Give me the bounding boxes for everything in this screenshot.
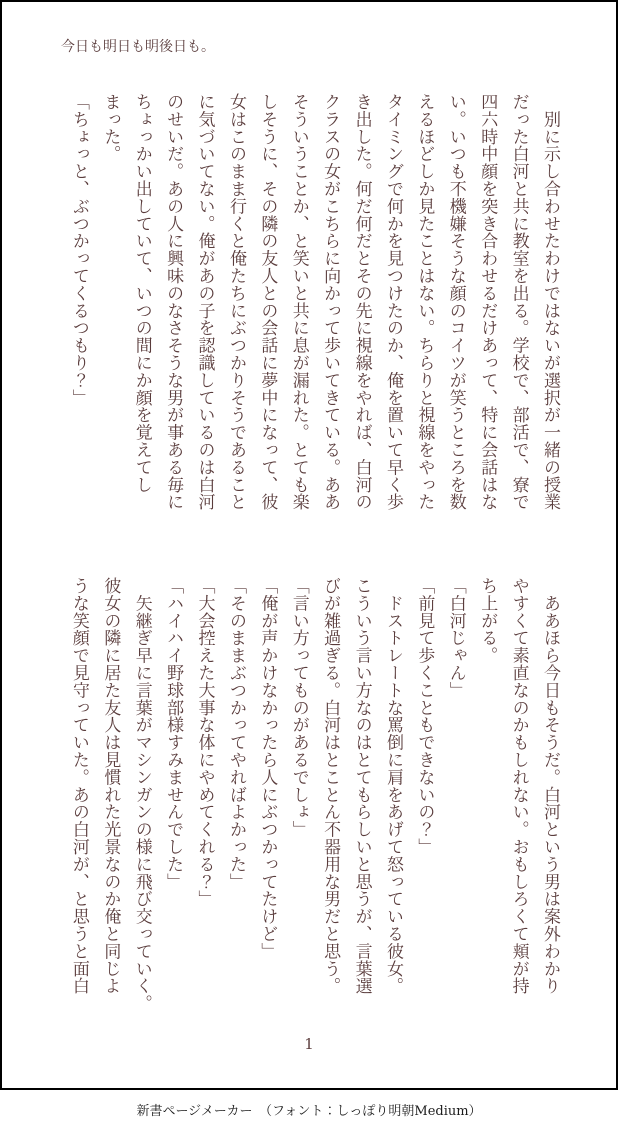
footer-caption: 新書ページメーカー （フォント：しっぽり明朝Medium） [136,1104,482,1119]
text-block-lower [63,577,566,1012]
text-line: 「そのままぶつかってやればよかった」 [225,577,246,891]
text-line: やすくて素直なのかもしれない。おもしろくて頬が持 [508,577,529,995]
page-number: 1 [304,1035,314,1053]
text-line: 「ちょっと、ぶつかってくるつもり？」 [68,93,89,407]
text-line: こういう言い方なのはとてもらしいと思うが、言葉選 [351,577,372,995]
text-line: しそうに、その隣の友人との会話に夢中になって、彼 [257,93,278,511]
text-line: 「ハイハイ野球部様すみませんでした」 [163,577,184,891]
page-title: 今日も明日も明後日も。 [61,39,215,55]
text-line: ち上がる。 [477,577,498,664]
text-line: 「大会控えた大事な体にやめてくれる？」 [194,577,215,908]
text-line: 「言い方ってものがあるでしょ」 [288,577,309,838]
text-line: ちょっかい出していて、いつの間にか顔を覚えてし [131,93,152,494]
text-line: 矢継ぎ早に言葉がマシンガンの様に飛び交っていく。 [131,577,152,1012]
text-line: い。いつも不機嫌そうな顔のコイツが笑うところを数 [445,93,466,511]
text-line: 「俺が声かけなかったら人にぶつかってたけど」 [257,577,278,960]
text-line: 別に示し合わせたわけではないが選択が一緒の授業 [540,93,560,511]
text-line: ドストレートな罵倒に肩をあげて怒っている彼女。 [382,577,403,995]
text-line: クラスの女がこちらに向かって歩いてきている。ああ [320,93,341,511]
text-line: に気づいてない。俺があの子を認識しているのは白河 [194,93,215,511]
text-line: 「前見て歩くこともできないの？」 [414,577,435,856]
text-line: うな笑顔で見守っていた。あの白河が、と思うと面白 [68,577,89,995]
text-line: えるほどしか見たことはない。ちらりと視線をやった [414,93,435,511]
text-line: き出した。何だ何だとその先に視線をやれば、白河の [351,93,372,511]
text-line: びが雑過ぎる。白河はとことん不器用な男だと思う。 [320,577,341,995]
text-line: だった白河と共に教室を出る。学校で、部活で、寮で [508,93,529,511]
text-line: そういうことか、と笑いと共に息が漏れた。とても楽 [288,93,309,511]
text-line: 「白河じゃん」 [445,577,466,699]
text-block-upper [63,93,566,513]
text-line: 彼女の隣に居た友人は見慣れた光景なのか俺と同じよ [100,577,121,995]
text-line: 女はこのまま行くと俺たちにぶつかりそうであること [225,93,246,511]
text-line: のせいだ。あの人に興味のなさそうな男が事ある毎に [163,93,184,511]
text-line: タイミングで何かを見つけたのか、俺を置いて早く歩 [382,93,403,511]
text-line: ああほら今日もそうだ。白河という男は案外わかり [540,577,560,995]
text-line: 四六時中顔を突き合わせるだけあって、特に会話はな [477,93,498,511]
text-line: まった。 [100,93,121,163]
